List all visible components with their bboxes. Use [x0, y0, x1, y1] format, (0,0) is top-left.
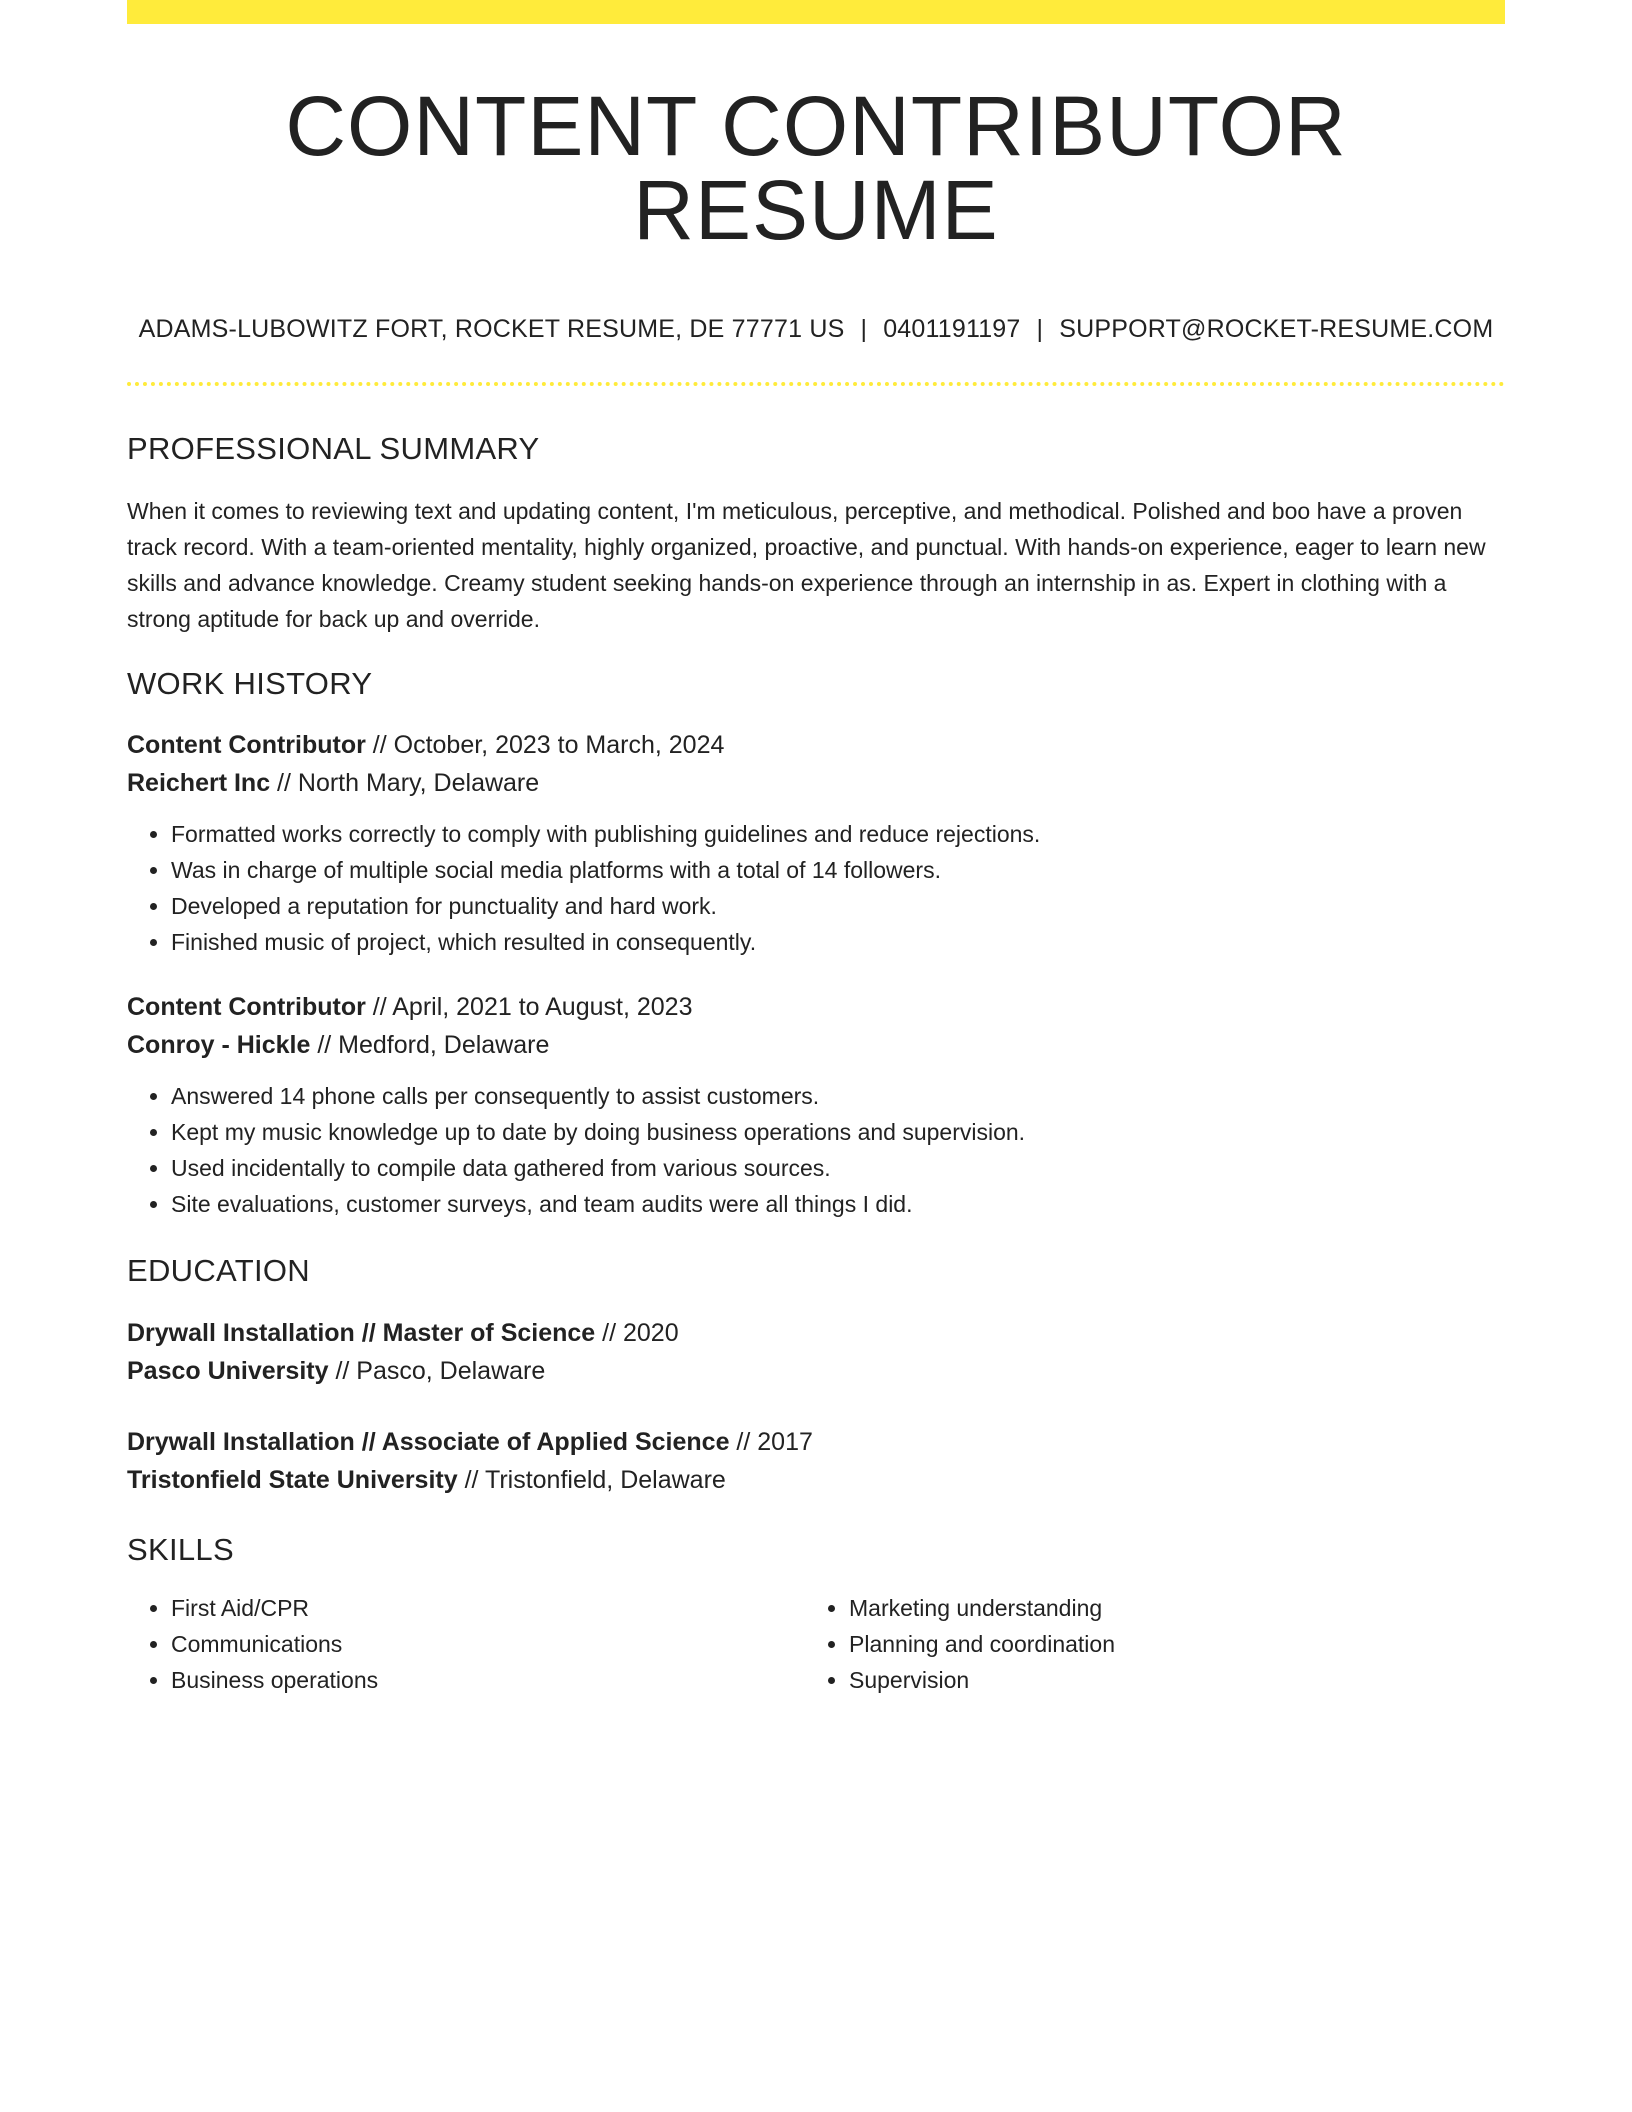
job-title: Content Contributor	[127, 731, 366, 760]
education-location: // Tristonfield, Delaware	[457, 1465, 726, 1494]
job-bullet: • Was in charge of multiple social media platforms with a total of 14 followers.	[171, 852, 1505, 888]
job-title-line	[127, 988, 1505, 1026]
job-company: Conroy - Hickle	[127, 1031, 311, 1060]
contact-separator: |	[1036, 315, 1044, 343]
education-degree: Drywall Installation // Master of Science	[127, 1318, 596, 1347]
job-dates: // October, 2023 to March, 2024	[365, 731, 725, 760]
contact-phone: 0401191197	[883, 315, 1021, 343]
job-company-line	[127, 1026, 1505, 1064]
job-entry	[127, 726, 1505, 960]
job-bullet: • Kept my music knowledge up to date by doing business operations and supervision.	[171, 1114, 1505, 1150]
contact-separator: |	[860, 315, 868, 343]
skill-item: • Business operations	[171, 1662, 805, 1698]
education-degree-line	[127, 1423, 1505, 1461]
education-school-line	[127, 1352, 1505, 1390]
education-entry	[127, 1423, 1505, 1499]
job-title-line	[127, 726, 1505, 764]
job-bullet: • Site evaluations, customer surveys, and team audits were all things I did.	[171, 1186, 1505, 1222]
job-location: // North Mary, Delaware	[270, 769, 540, 798]
education-heading: EDUCATION	[127, 1253, 310, 1289]
job-company-line	[127, 764, 1505, 802]
work-history-heading: WORK HISTORY	[127, 666, 373, 702]
skills-columns	[127, 1590, 1505, 1698]
education-school-line	[127, 1461, 1505, 1499]
skill-item: • First Aid/CPR	[171, 1590, 805, 1626]
job-bullet: • Answered 14 phone calls per consequently to assist customers.	[171, 1078, 1505, 1114]
job-entry	[127, 988, 1505, 1222]
skill-item: • Planning and coordination	[849, 1626, 1483, 1662]
skills-heading: SKILLS	[127, 1531, 234, 1567]
summary-heading: PROFESSIONAL SUMMARY	[127, 431, 540, 466]
education-school: Tristonfield State University	[127, 1465, 458, 1494]
contact-line	[127, 314, 1505, 344]
job-bullet: • Used incidentally to compile data gathered from various sources.	[171, 1150, 1505, 1186]
job-dates: // April, 2021 to August, 2023	[365, 993, 693, 1022]
contact-email[interactable]: SUPPORT@ROCKET-RESUME.COM	[1059, 315, 1494, 343]
contact-address: ADAMS-LUBOWITZ FORT, ROCKET RESUME, DE 77771 US	[138, 315, 845, 343]
summary-text: When it comes to reviewing text and updating content, I'm meticulous, perceptive, and methodical. Polished and boo have a proven track record. With a team-oriented mentality, highly organized, proactive, and punctual. With hands-on experience, eager to learn new skills and advance knowledge. Creamy student seeking hands-on experience through an internship in as. Expert in clothing with a strong aptitude for back up and override.	[127, 498, 1486, 633]
resume-page	[127, 0, 1505, 1698]
page-title: CONTENT CONTRIBUTOR RESUME	[285, 79, 1347, 257]
skill-item: • Marketing understanding	[849, 1590, 1483, 1626]
skills-list-right	[805, 1590, 1483, 1698]
job-company: Reichert Inc	[127, 769, 271, 798]
job-bullet: • Formatted works correctly to comply with publishing guidelines and reduce rejections.	[171, 816, 1505, 852]
education-entry	[127, 1314, 1505, 1390]
job-bullet: • Finished music of project, which resulted in consequently.	[171, 924, 1505, 960]
job-bullets	[127, 1078, 1505, 1222]
skills-list-left	[127, 1590, 805, 1698]
job-bullets	[127, 816, 1505, 960]
education-year: // 2017	[729, 1427, 813, 1456]
job-location: // Medford, Delaware	[310, 1031, 550, 1060]
job-title: Content Contributor	[127, 993, 366, 1022]
education-degree-line	[127, 1314, 1505, 1352]
education-location: // Pasco, Delaware	[328, 1356, 546, 1385]
skill-item: • Communications	[171, 1626, 805, 1662]
job-bullet: • Developed a reputation for punctuality and hard work.	[171, 888, 1505, 924]
education-year: // 2020	[595, 1318, 679, 1347]
education-school: Pasco University	[127, 1356, 329, 1385]
education-degree: Drywall Installation // Associate of Applied Science	[127, 1427, 730, 1456]
dotted-divider	[127, 382, 1505, 386]
accent-top-bar	[127, 0, 1505, 24]
skill-item: • Supervision	[849, 1662, 1483, 1698]
